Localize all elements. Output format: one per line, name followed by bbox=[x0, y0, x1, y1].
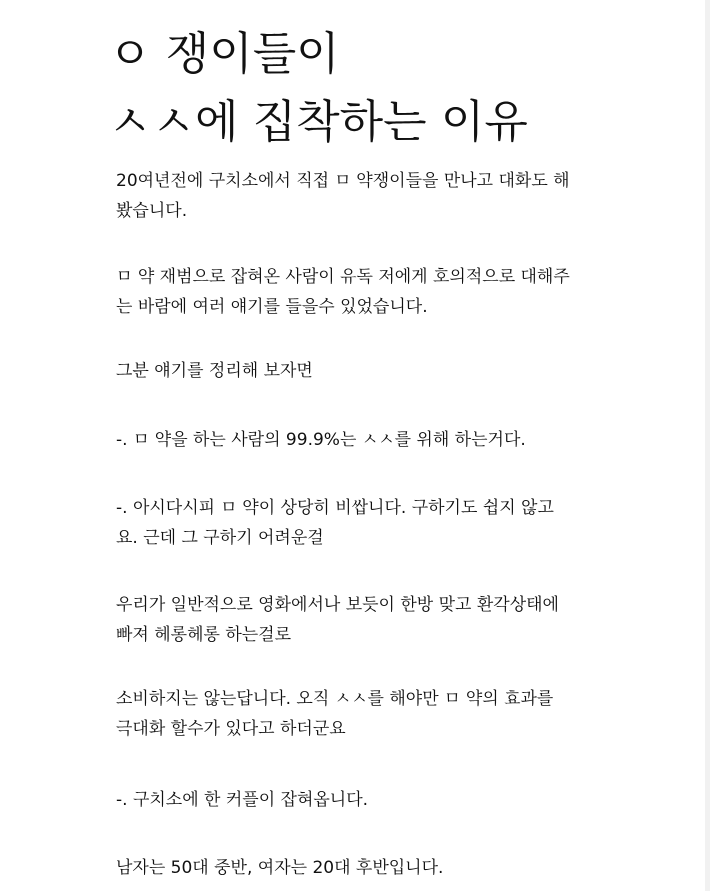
paragraph-line: -. 아시다시피 ㅁ 약이 상당히 비쌉니다. 구하기도 쉽지 않고 bbox=[116, 498, 554, 518]
paragraph-line: 그분 얘기를 정리해 보자면 bbox=[116, 361, 313, 381]
page-edge bbox=[705, 0, 710, 891]
paragraph-line: -. ㅁ 약을 하는 사람의 99.9%는 ㅅㅅ를 위해 하는거다. bbox=[116, 430, 526, 450]
paragraph-line: -. 구치소에 한 커플이 잡혀옵니다. bbox=[116, 790, 369, 810]
title-line-1: ㅇ 쟁이들이 bbox=[108, 27, 340, 80]
paragraph-line: 20여년전에 구치소에서 직접 ㅁ 약쟁이들을 만나고 대화도 해 bbox=[116, 171, 570, 191]
paragraph-4 bbox=[116, 425, 596, 455]
paragraph-line: 우리가 일반적으로 영화에서나 보듯이 한방 맞고 환각상태에 bbox=[116, 595, 559, 615]
title-line-2: ㅅㅅ에 집착하는 이유 bbox=[108, 95, 528, 148]
paragraph-line: 봤습니다. bbox=[116, 201, 188, 221]
paragraph-line: 남자는 50대 중반, 여자는 20대 후반입니다. bbox=[116, 858, 444, 878]
paragraph-line: ㅁ 약 재범으로 잡혀온 사람이 유독 저에게 호의적으로 대해주 bbox=[116, 267, 570, 287]
paragraph-1 bbox=[116, 166, 596, 226]
paragraph-3 bbox=[116, 356, 596, 386]
paragraph-line: 소비하지는 않는답니다. 오직 ㅅㅅ를 해야만 ㅁ 약의 효과를 bbox=[116, 689, 554, 709]
paragraph-2 bbox=[116, 262, 596, 322]
paragraph-8 bbox=[116, 785, 596, 815]
paragraph-7 bbox=[116, 684, 596, 744]
paragraph-line: 극대화 할수가 있다고 하더군요 bbox=[116, 719, 346, 739]
paragraph-9 bbox=[116, 853, 596, 883]
paragraph-6 bbox=[116, 590, 596, 650]
paragraph-line: 요. 근데 그 구하기 어려운걸 bbox=[116, 528, 324, 548]
page-title bbox=[108, 20, 528, 156]
paragraph-line: 빠져 헤롱헤롱 하는걸로 bbox=[116, 625, 292, 645]
paragraph-5 bbox=[116, 493, 596, 553]
paragraph-line: 는 바람에 여러 얘기를 들을수 있었습니다. bbox=[116, 297, 428, 317]
